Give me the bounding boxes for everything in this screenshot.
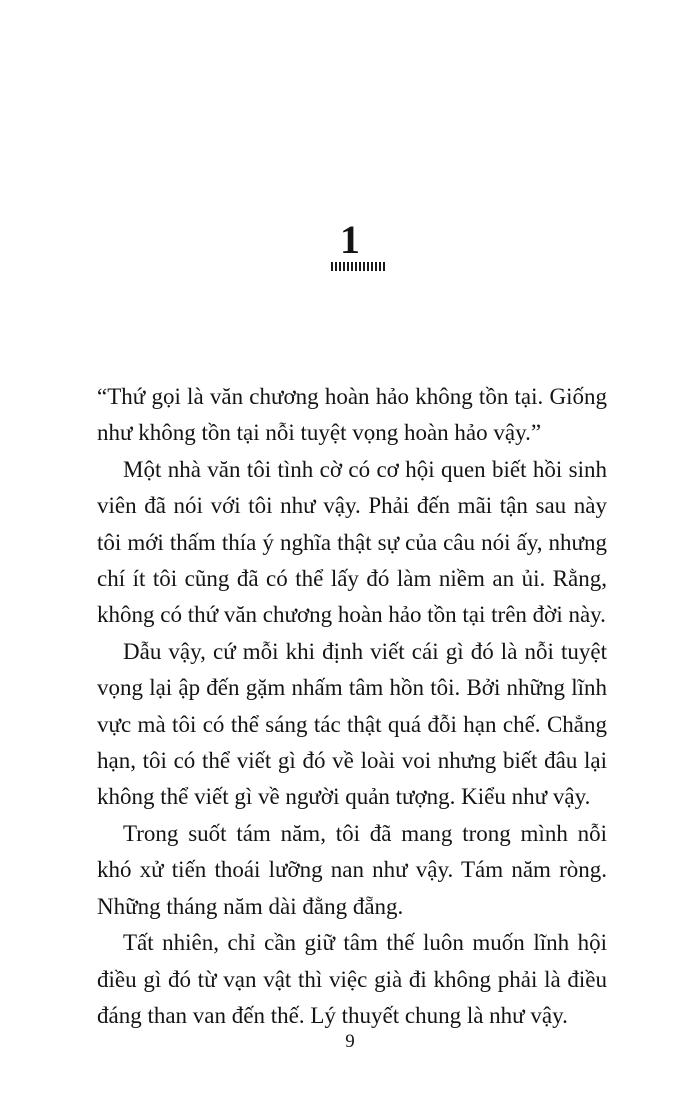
paragraph: Một nhà văn tôi tình cờ có cơ hội quen biết hồi sinh viên đã nói với tôi như vậy. Phải đến mãi tận sau này tôi mới thấm thía ý nghĩa thật sự của câu nói ấy, nhưng chí ít tôi cũng đã có thể lấy đó làm niềm an ủi. Rằng, không có thứ văn chương hoàn hảo tồn tại trên đời này. xyxy=(97,456,607,628)
paragraph: “Thứ gọi là văn chương hoàn hảo không tồn tại. Giống như không tồn tại nỗi tuyệt vọng hoàn hảo vậy.” xyxy=(97,384,607,446)
paragraph: Trong suốt tám năm, tôi đã mang trong mình nỗi khó xử tiến thoái lưỡng nan như vậy. Tám năm ròng. Những tháng năm dài đằng đẵng. xyxy=(97,820,607,919)
paragraph: Dẫu vậy, cứ mỗi khi định viết cái gì đó là nỗi tuyệt vọng lại ập đến gặm nhấm tâm hồn tôi. Bởi những lĩnh vực mà tôi có thể sáng tác thật quá đỗi hạn chế. Chẳng hạn, tôi có thể viết gì đó về loài voi nhưng biết đâu lại không thể viết gì về người quản tượng. Kiểu như vậy. xyxy=(97,638,607,810)
chapter-number: 1 xyxy=(340,217,360,262)
page-number: 9 xyxy=(345,1031,355,1052)
paragraph: Tất nhiên, chỉ cần giữ tâm thế luôn muốn lĩnh hội điều gì đó từ vạn vật thì việc già đi không phải là điều đáng than van đến thế. Lý thuyết chung là như vậy. xyxy=(97,930,607,1028)
body-text xyxy=(97,379,607,1034)
chapter-ornament xyxy=(331,262,387,271)
